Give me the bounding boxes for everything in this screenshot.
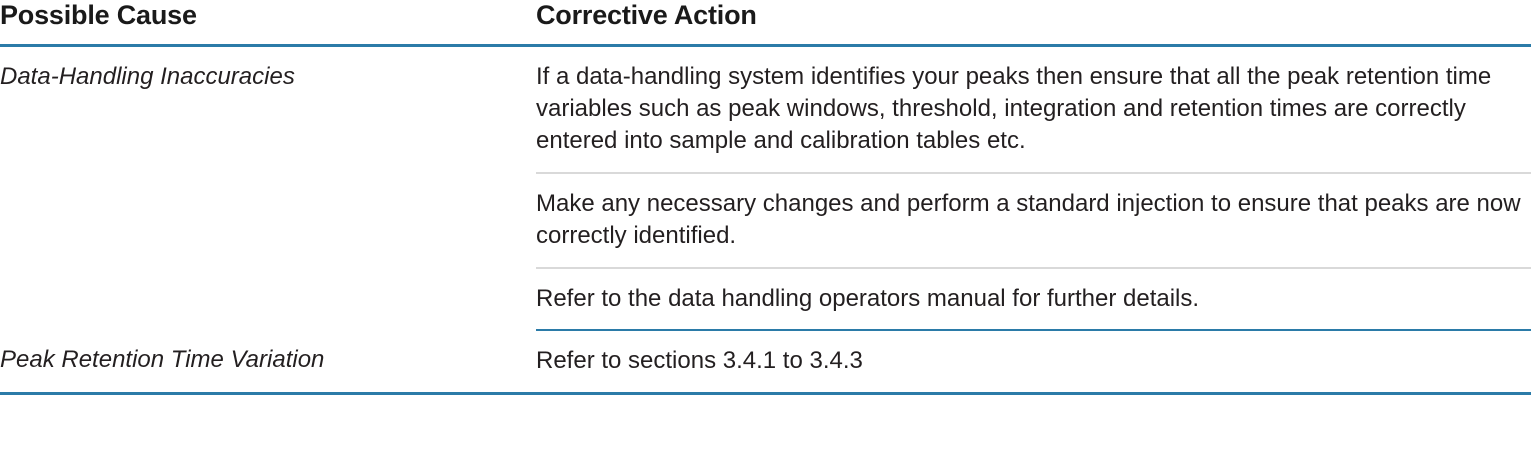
- table-row: [0, 46, 1531, 173]
- corrective-action-text: If a data-handling system identifies your peaks then ensure that all the peak retention time variables such as peak windows, threshold, integration and retention times are correctly entered into sample and calibration tables etc.: [536, 63, 1492, 154]
- cell-corrective-action: [536, 46, 1531, 173]
- cell-corrective-action: [536, 268, 1531, 331]
- corrective-action-text: Refer to the data handling operators manual for further details.: [536, 284, 1200, 312]
- header-possible-cause: Possible Cause: [0, 0, 197, 30]
- cell-corrective-action: [536, 173, 1531, 268]
- cell-possible-cause: Data-Handling Inaccuracies: [0, 63, 295, 90]
- table-body: [0, 46, 1531, 394]
- header-corrective-action: Corrective Action: [536, 0, 757, 30]
- cell-possible-cause: Peak Retention Time Variation: [0, 330, 536, 393]
- cell-corrective-action: [536, 330, 1531, 393]
- table-header: [0, 0, 1531, 46]
- corrective-action-text: Refer to sections 3.4.1 to 3.4.3: [536, 347, 863, 375]
- header-row: [0, 0, 1531, 46]
- corrective-action-text: Make any necessary changes and perform a standard injection to ensure that peaks are now correctly identified.: [536, 189, 1521, 249]
- table-row: [0, 330, 1531, 393]
